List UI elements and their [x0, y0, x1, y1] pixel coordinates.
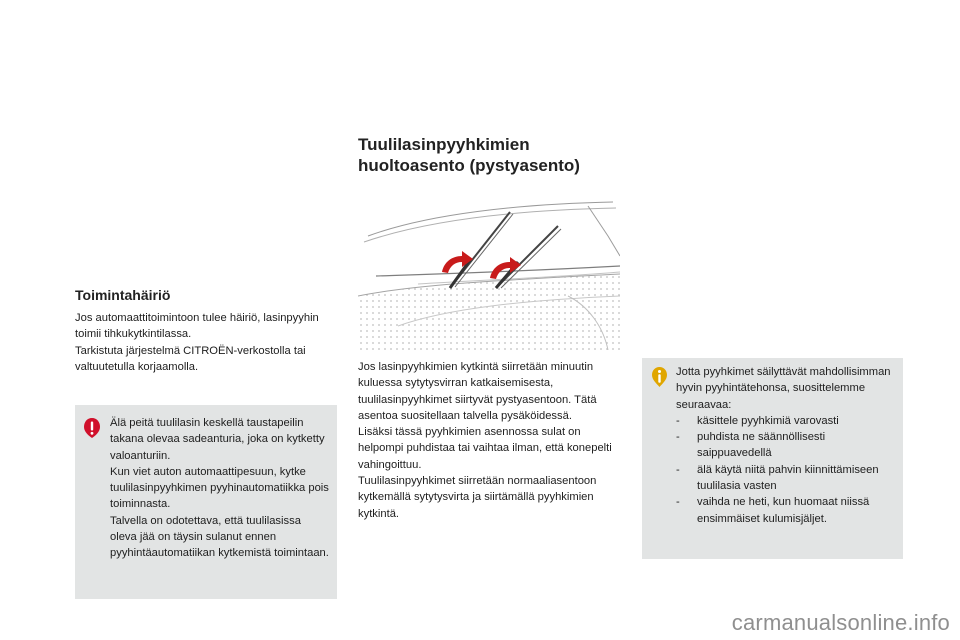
section-body: [358, 359, 620, 522]
warning-body: [110, 415, 330, 562]
list-dash: -: [676, 414, 680, 427]
list-item: - vaihda ne heti, kun huomaat niissä ensimmäiset kulumisjäljet.: [676, 496, 870, 525]
page-title: Tuulilasinpyyhkimien huoltoasento (pystyasento): [358, 135, 580, 175]
list-item: - puhdista ne säännöllisesti saippuavedellä: [676, 431, 826, 460]
malfunction-body: [75, 310, 337, 375]
car-body: [358, 202, 620, 350]
recommendation-list: [676, 413, 898, 527]
paragraph: Kun viet auton automaattipesuun, kytke tuulilasinpyyhkimen pyyhinautomatiikka pois toiminnasta.: [110, 465, 329, 511]
watermark: carmanualsonline.info: [731, 610, 950, 635]
list-dash: -: [676, 431, 680, 444]
paragraph: Tarkistuta järjestelmä CITROËN-verkostolla tai valtuutetulla korjaamolla.: [75, 344, 306, 373]
list-item: - älä käytä niitä pahvin kiinnittämiseen tuulilasia vasten: [676, 463, 879, 493]
info-intro: Jotta pyyhkimet säilyttävät mahdollisimman hyvin pyyhintätehonsa, suosittelemme seuraavaa:: [676, 366, 891, 411]
paragraph: Tuulilasinpyyhkimet siirretään normaaliasentoon kytkemällä sytytysvirta ja siirtämällä pyyhkimien kytkintä.: [358, 475, 597, 520]
info-body: [676, 364, 898, 527]
list-dash: -: [676, 463, 680, 476]
warning-icon: [83, 417, 101, 439]
list-dash: -: [676, 496, 680, 509]
warning-box: [75, 405, 337, 599]
list-item: - käsittele pyyhkimiä varovasti: [676, 413, 898, 429]
paragraph: Jos automaattitoimintoon tulee häiriö, lasinpyyhin toimii tihkukytkintilassa.: [75, 312, 319, 341]
paragraph: Jos lasinpyyhkimien kytkintä siirretään minuutin kuluessa sytytysvirran katkaisemisesta, tuulilasinpyyhkimet siirtyvät pystyasentoon. Tätä asentoa suositellaan talvella pysäköidessä.: [358, 361, 597, 422]
paragraph: Talvella on odotettava, että tuulilasissa oleva jää on täysin sulanut ennen pyyhintäautomatiikan kytkemistä toimintaan.: [110, 514, 329, 560]
malfunction-title: Toimintahäiriö: [75, 287, 171, 303]
info-box: [642, 358, 903, 559]
info-icon: [651, 366, 668, 388]
wiper-illustration: [358, 196, 620, 350]
left-wiper: [450, 212, 513, 288]
paragraph: Älä peitä tuulilasin keskellä taustapeilin takana olevaa sadeanturia, joka on kytketty valoanturiin.: [110, 417, 325, 462]
paragraph: Lisäksi tässä pyyhkimien asennossa sulat on helpompi puhdistaa tai vaihtaa ilman, että konepelti vahingoittuu.: [358, 426, 612, 471]
